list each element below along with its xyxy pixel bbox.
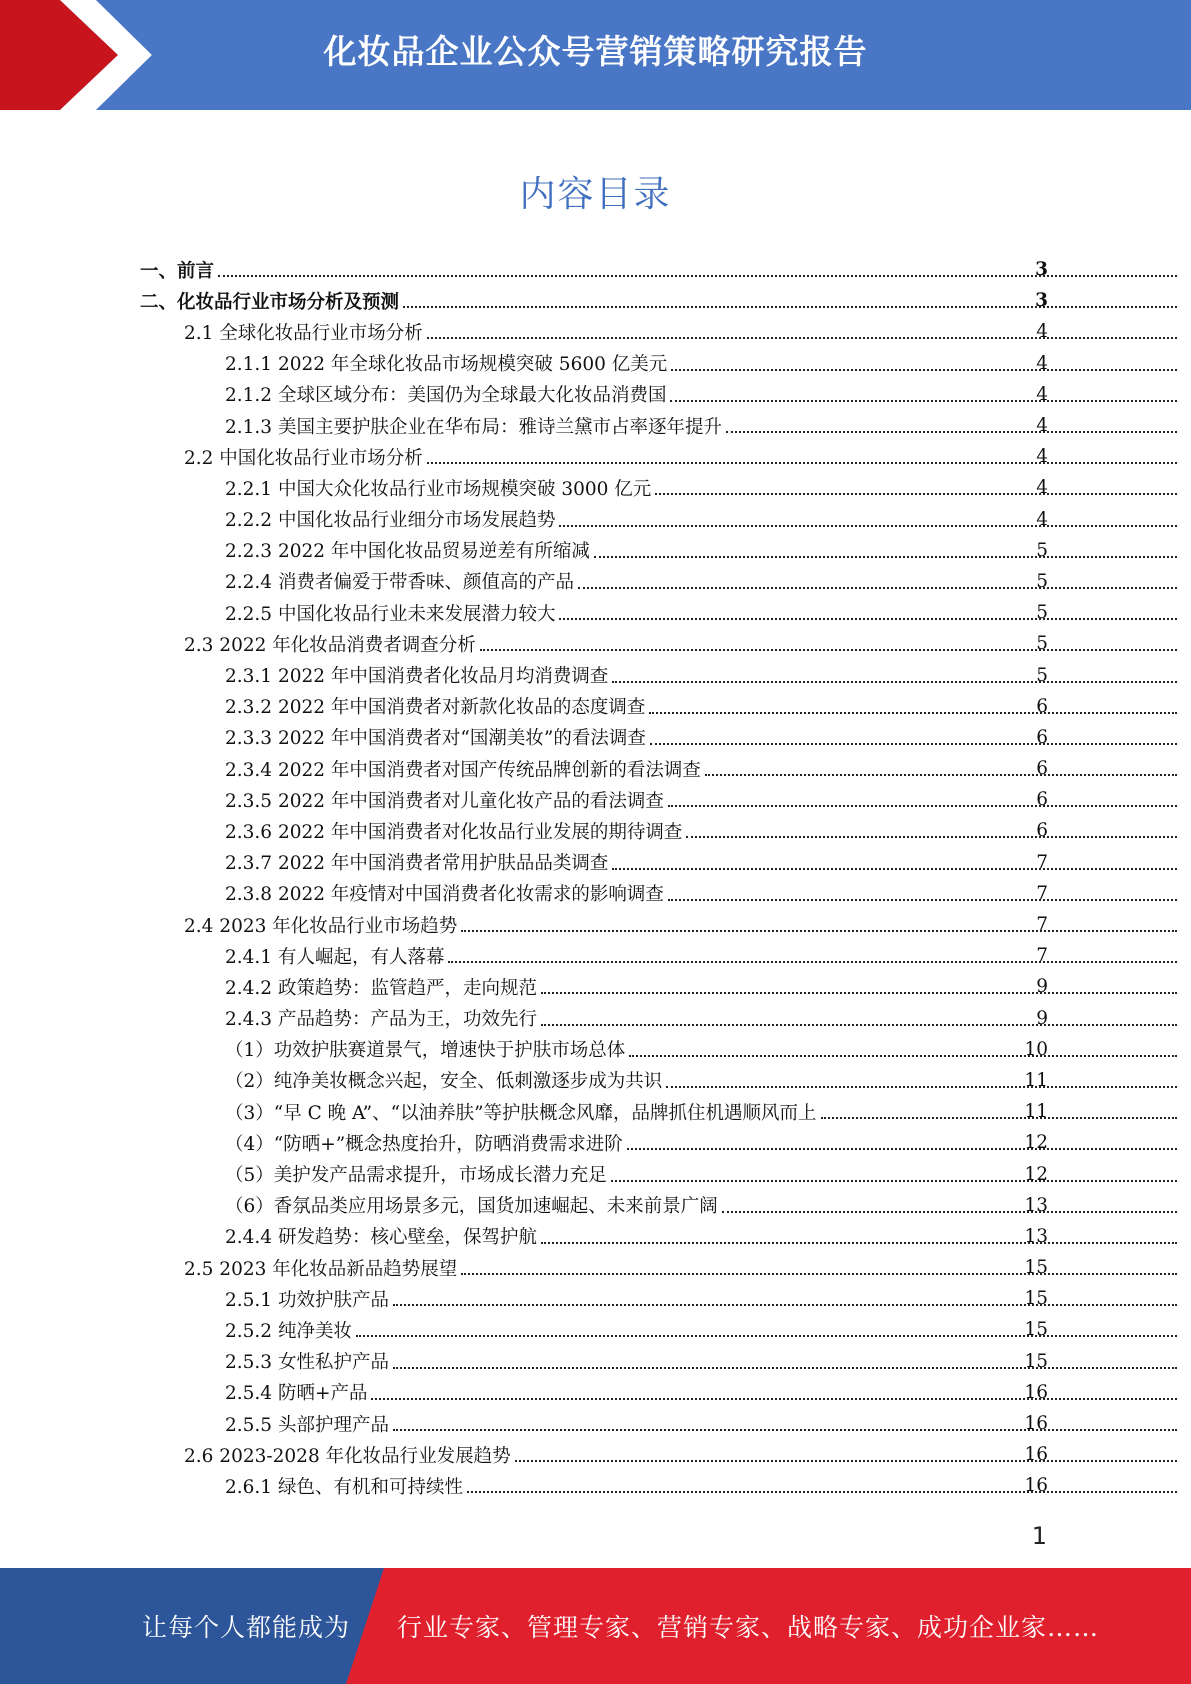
toc-entry-page: 16 — [1024, 1475, 1048, 1497]
toc-entry-text: 2.3.8 2022 年疫情对中国消费者化妆需求的影响调查 — [225, 884, 664, 906]
toc-entry-text: 2.6.1 绿色、有机和可持续性 — [225, 1476, 463, 1498]
toc-entry-page: 6 — [1036, 789, 1048, 811]
toc-entry-text: 2.1 全球化妆品行业市场分析 — [184, 322, 423, 344]
toc-dot-leader — [427, 336, 1177, 339]
toc-entry-page: 12 — [1024, 1132, 1048, 1154]
toc-entry[interactable] — [0, 1065, 1191, 1096]
toc-entry-page: 4 — [1036, 352, 1048, 374]
toc-entry-text: （4）“防晒+”概念热度抬升，防晒消费需求进阶 — [225, 1133, 623, 1155]
toc-entry-text: 2.4.2 政策趋势：监管趋严，走向规范 — [225, 977, 537, 999]
toc-entry-text: （1）功效护肤赛道景气，增速快于护肤市场总体 — [225, 1040, 626, 1062]
toc-entry-page: 15 — [1024, 1257, 1048, 1279]
toc-dot-leader — [722, 1210, 1177, 1213]
toc-entry-text: 2.6 2023-2028 年化妆品行业发展趋势 — [184, 1445, 511, 1467]
toc-entry-text: 2.5.2 纯净美妆 — [225, 1320, 352, 1342]
toc-entry-text: （6）香氛品类应用场景多元，国货加速崛起、未来前景广阔 — [225, 1196, 718, 1218]
toc-dot-leader — [670, 399, 1177, 402]
toc-dot-leader — [515, 1459, 1177, 1462]
toc-entry-page: 7 — [1036, 882, 1048, 904]
report-title: 化妆品企业公众号营销策略研究报告 — [323, 32, 868, 71]
toc-dot-leader — [655, 492, 1177, 495]
toc-entry-page: 7 — [1036, 851, 1048, 873]
table-of-contents — [0, 254, 1191, 1502]
toc-entry[interactable] — [0, 1283, 1191, 1314]
toc-entry-text: 2.4 2023 年化妆品行业市场趋势 — [184, 915, 458, 937]
toc-dot-leader — [650, 742, 1177, 745]
toc-dot-leader — [594, 555, 1177, 558]
toc-entry[interactable] — [0, 784, 1191, 815]
toc-dot-leader — [686, 835, 1177, 838]
toc-entry-page: 16 — [1024, 1444, 1048, 1466]
toc-dot-leader — [612, 680, 1177, 683]
toc-entry-page: 4 — [1036, 477, 1048, 499]
toc-entry-text: 2.2.1 中国大众化妆品行业市场规模突破 3000 亿元 — [225, 478, 652, 500]
toc-entry[interactable] — [0, 1314, 1191, 1345]
toc-entry-page: 16 — [1024, 1413, 1048, 1435]
toc-dot-leader — [668, 898, 1177, 901]
toc-entry[interactable] — [0, 1158, 1191, 1189]
toc-entry-page: 4 — [1036, 321, 1048, 343]
toc-entry[interactable] — [0, 909, 1191, 940]
toc-entry-page: 3 — [1035, 290, 1048, 312]
toc-entry-page: 16 — [1024, 1381, 1048, 1403]
toc-entry-text: （5）美护发产品需求提升，市场成长潜力充足 — [225, 1165, 607, 1187]
toc-dot-leader — [649, 711, 1177, 714]
toc-dot-leader — [356, 1334, 1177, 1337]
toc-entry-page: 4 — [1036, 446, 1048, 468]
toc-entry[interactable] — [0, 1190, 1191, 1221]
footer-slogan-left: 让每个人都能成为 — [142, 1613, 351, 1642]
toc-entry[interactable] — [0, 597, 1191, 628]
toc-entry-page: 9 — [1036, 1007, 1048, 1029]
toc-dot-leader — [611, 1179, 1177, 1182]
toc-entry-text: 2.3.4 2022 年中国消费者对国产传统品牌创新的看法调查 — [225, 759, 701, 781]
footer-banner — [0, 1568, 1191, 1684]
toc-dot-leader — [612, 867, 1177, 870]
toc-entry-page: 4 — [1036, 415, 1048, 437]
toc-title: 内容目录 — [519, 174, 672, 215]
toc-dot-leader — [427, 461, 1177, 464]
toc-entry[interactable] — [0, 1408, 1191, 1439]
toc-dot-leader — [666, 1085, 1177, 1088]
toc-entry[interactable] — [0, 1096, 1191, 1127]
toc-entry[interactable] — [0, 1221, 1191, 1252]
toc-entry[interactable] — [0, 753, 1191, 784]
toc-entry[interactable] — [0, 940, 1191, 971]
toc-entry[interactable] — [0, 815, 1191, 846]
toc-dot-leader — [541, 1241, 1177, 1244]
toc-entry-page: 7 — [1036, 945, 1048, 967]
toc-entry-text: （2）纯净美妆概念兴起，安全、低刺激逐步成为共识 — [225, 1071, 663, 1093]
toc-dot-leader — [541, 1023, 1177, 1026]
header-banner — [0, 0, 1191, 110]
toc-entry[interactable] — [0, 659, 1191, 690]
toc-entry-text: 2.2.4 消费者偏爱于带香味、颜值高的产品 — [225, 572, 574, 594]
toc-entry-page: 9 — [1036, 976, 1048, 998]
toc-dot-leader — [467, 1490, 1177, 1493]
toc-entry-text: 2.2.3 2022 年中国化妆品贸易逆差有所缩减 — [225, 541, 590, 563]
toc-entry-page: 15 — [1024, 1319, 1048, 1341]
toc-entry[interactable] — [0, 1003, 1191, 1034]
toc-entry-page: 6 — [1036, 758, 1048, 780]
toc-dot-leader — [461, 929, 1177, 932]
toc-entry-page: 13 — [1024, 1225, 1048, 1247]
toc-entry-text: 2.4.4 研发趋势：核心壁垒，保驾护航 — [225, 1227, 537, 1249]
toc-entry-page: 4 — [1036, 383, 1048, 405]
toc-dot-leader — [705, 773, 1177, 776]
toc-dot-leader — [726, 430, 1177, 433]
toc-entry-page: 5 — [1036, 633, 1048, 655]
toc-dot-leader — [629, 1054, 1177, 1057]
toc-entry[interactable] — [0, 1439, 1191, 1470]
toc-dot-leader — [480, 648, 1177, 651]
toc-entry[interactable] — [0, 441, 1191, 472]
toc-dot-leader — [448, 960, 1177, 963]
toc-entry-page: 15 — [1024, 1350, 1048, 1372]
toc-dot-leader — [541, 991, 1177, 994]
toc-entry[interactable] — [0, 472, 1191, 503]
toc-entry-page: 10 — [1024, 1038, 1048, 1060]
toc-entry-page: 6 — [1036, 726, 1048, 748]
toc-dot-leader — [393, 1303, 1177, 1306]
toc-entry-page: 7 — [1036, 914, 1048, 936]
toc-entry[interactable] — [0, 971, 1191, 1002]
page-number: 1 — [1031, 1522, 1047, 1550]
toc-entry-page: 3 — [1035, 259, 1048, 281]
toc-entry[interactable] — [0, 1127, 1191, 1158]
toc-entry[interactable] — [0, 691, 1191, 722]
toc-entry-text: 2.2 中国化妆品行业市场分析 — [184, 447, 423, 469]
toc-dot-leader — [461, 1272, 1177, 1275]
toc-entry-text: 2.4.3 产品趋势：产品为王，功效先行 — [225, 1009, 537, 1031]
toc-entry[interactable] — [0, 285, 1191, 316]
toc-dot-leader — [403, 305, 1177, 308]
toc-entry[interactable] — [0, 535, 1191, 566]
toc-dot-leader — [371, 1397, 1177, 1400]
toc-entry-text: 2.3.2 2022 年中国消费者对新款化妆品的态度调查 — [225, 697, 646, 719]
toc-entry-text: 一、前言 — [140, 260, 215, 282]
toc-entry-text: （3）“早 C 晚 A”、“以油养肤”等护肤概念风靡，品牌抓住机遇顺风而上 — [225, 1102, 817, 1124]
toc-entry-text: 2.3.5 2022 年中国消费者对儿童化妆产品的看法调查 — [225, 790, 664, 812]
toc-entry[interactable] — [0, 722, 1191, 753]
toc-entry-text: 2.5 2023 年化妆品新品趋势展望 — [184, 1258, 458, 1280]
toc-entry-page: 5 — [1036, 570, 1048, 592]
toc-entry[interactable] — [0, 628, 1191, 659]
toc-entry-page: 13 — [1024, 1194, 1048, 1216]
toc-entry-page: 12 — [1024, 1163, 1048, 1185]
toc-entry-text: 2.4.1 有人崛起，有人落幕 — [225, 946, 445, 968]
toc-dot-leader — [393, 1366, 1177, 1369]
toc-entry-text: 2.5.3 女性私护产品 — [225, 1352, 389, 1374]
toc-entry-page: 4 — [1036, 508, 1048, 530]
toc-entry-text: 2.2.5 中国化妆品行业未来发展潜力较大 — [225, 603, 556, 625]
toc-dot-leader — [627, 1147, 1177, 1150]
toc-dot-leader — [821, 1116, 1177, 1119]
toc-entry-text: 2.1.1 2022 年全球化妆品市场规模突破 5600 亿美元 — [225, 354, 668, 376]
toc-entry-text: 2.1.3 美国主要护肤企业在华布局：雅诗兰黛市占率逐年提升 — [225, 416, 722, 438]
toc-entry[interactable] — [0, 1470, 1191, 1501]
toc-entry-page: 6 — [1036, 820, 1048, 842]
toc-entry[interactable] — [0, 1346, 1191, 1377]
toc-entry[interactable] — [0, 348, 1191, 379]
toc-entry[interactable] — [0, 1377, 1191, 1408]
toc-entry[interactable] — [0, 410, 1191, 441]
toc-entry-text: 二、化妆品行业市场分析及预测 — [140, 291, 400, 313]
toc-entry-page: 6 — [1036, 695, 1048, 717]
toc-entry[interactable] — [0, 1252, 1191, 1283]
toc-dot-leader — [668, 804, 1177, 807]
toc-entry[interactable] — [0, 254, 1191, 285]
toc-entry-page: 11 — [1024, 1069, 1048, 1091]
toc-entry[interactable] — [0, 379, 1191, 410]
toc-entry-text: 2.3.3 2022 年中国消费者对“国潮美妆”的看法调查 — [225, 728, 646, 750]
toc-entry-page: 15 — [1024, 1288, 1048, 1310]
toc-entry[interactable] — [0, 847, 1191, 878]
toc-entry-page: 5 — [1036, 664, 1048, 686]
toc-entry-text: 2.3.1 2022 年中国消费者化妆品月均消费调查 — [225, 666, 609, 688]
toc-entry-text: 2.3.7 2022 年中国消费者常用护肤品品类调查 — [225, 853, 609, 875]
toc-entry-text: 2.5.4 防晒+产品 — [225, 1383, 368, 1405]
toc-entry[interactable] — [0, 504, 1191, 535]
toc-entry-text: 2.3.6 2022 年中国消费者对化妆品行业发展的期待调查 — [225, 821, 683, 843]
toc-entry[interactable] — [0, 878, 1191, 909]
toc-entry-text: 2.3 2022 年化妆品消费者调查分析 — [184, 634, 476, 656]
toc-entry-text: 2.5.5 头部护理产品 — [225, 1414, 389, 1436]
toc-entry-page: 5 — [1036, 602, 1048, 624]
toc-dot-leader — [393, 1428, 1177, 1431]
toc-entry-page: 5 — [1036, 539, 1048, 561]
toc-entry[interactable] — [0, 566, 1191, 597]
toc-dot-leader — [671, 368, 1177, 371]
toc-entry-text: 2.5.1 功效护肤产品 — [225, 1289, 389, 1311]
toc-entry[interactable] — [0, 1034, 1191, 1065]
toc-entry-text: 2.1.2 全球区域分布：美国仍为全球最大化妆品消费国 — [225, 385, 667, 407]
toc-entry-page: 11 — [1024, 1101, 1048, 1123]
footer-slogan-right: 行业专家、管理专家、营销专家、战略专家、成功企业家…… — [397, 1613, 1100, 1642]
toc-entry-text: 2.2.2 中国化妆品行业细分市场发展趋势 — [225, 510, 556, 532]
toc-dot-leader — [559, 524, 1177, 527]
toc-dot-leader — [559, 617, 1177, 620]
toc-dot-leader — [578, 586, 1177, 589]
toc-entry[interactable] — [0, 316, 1191, 347]
